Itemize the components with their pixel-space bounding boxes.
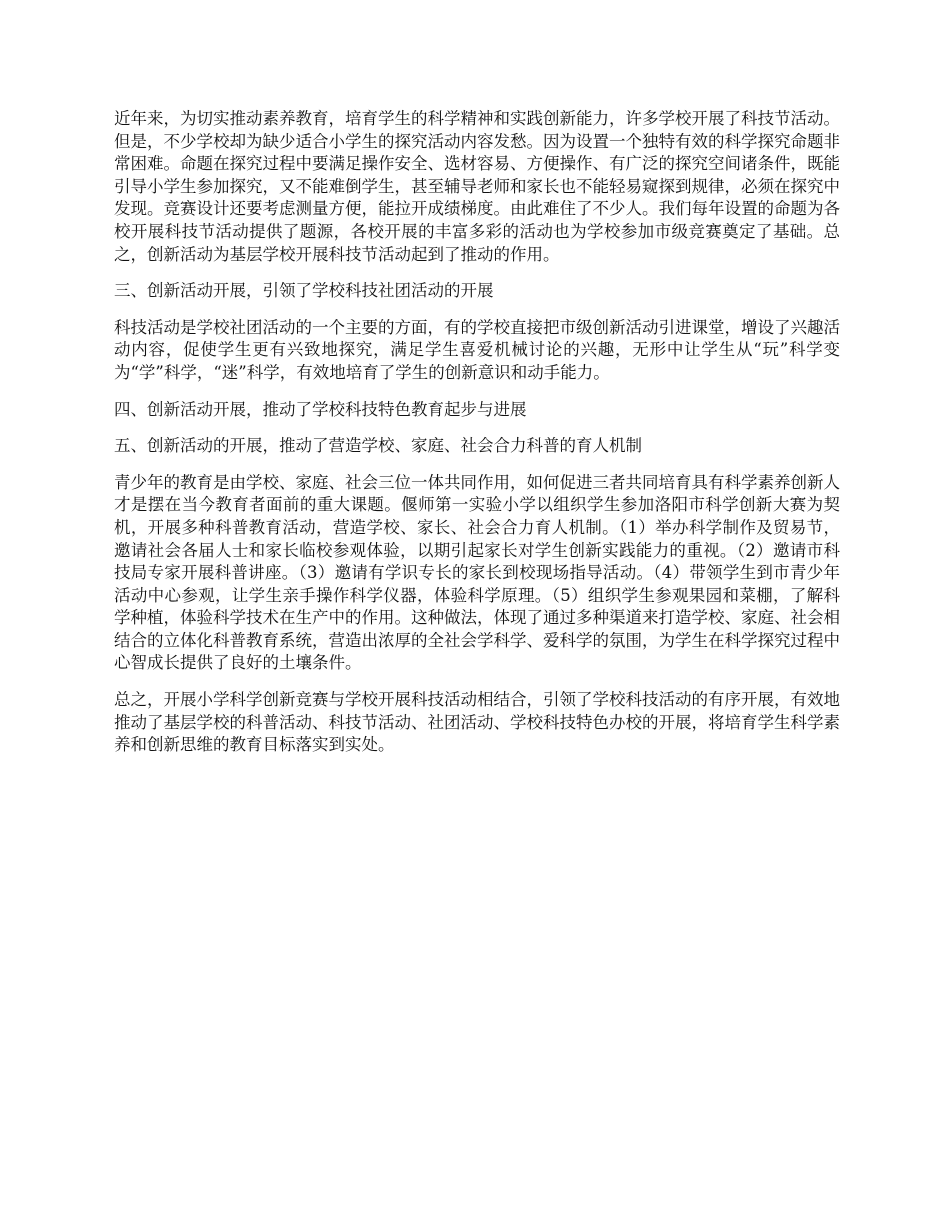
section-heading-4: 四、创新活动开展，推动了学校科技特色教育起步与进展 bbox=[114, 399, 527, 419]
paragraph-conclusion: 总之，开展小学科学创新竞赛与学校开展科技活动相结合，引领了学校科技活动的有序开展，有效地推动了基层学校的科普活动、科技节活动、社团活动、学校科技特色办校的开展，将培育学生科学素养和创新思维的教育目标落实到实处。 bbox=[114, 690, 840, 755]
paragraph-education-mechanism: 青少年的教育是由学校、家庭、社会三位一体共同作用，如何促进三者共同培育具有科学素养创新人才是摆在当今教育者面前的重大课题。偃师第一实验小学以组织学生参加洛阳市科学创新大赛为契机，开展多种科普教育活动，营造学校、家长、社会合力育人机制。（1）举办科学制作及贸易节，邀请社会各届人士和家长临校参观体验，以期引起家长对学生创新实践能力的重视。（2）邀请市科技局专家开展科普讲座。（3）邀请有学识专长的家长到校现场指导活动。（4）带领学生到市青少年活动中心参观，让学生亲手操作科学仪器，体验科学原理。（5）组织学生参观果园和菜棚，了解科学种植，体验科学技术在生产中的作用。这种做法，体现了通过多种渠道来打造学校、家庭、社会相结合的立体化科普教育系统，营造出浓厚的全社会学科学、爱科学的氛围，为学生在科学探究过程中心智成长提供了良好的土壤条件。 bbox=[114, 472, 840, 673]
document-page bbox=[114, 108, 840, 771]
paragraph-science-festival: 近年来，为切实推动素养教育，培育学生的科学精神和实践创新能力，许多学校开展了科技节活动。但是，不少学校却为缺少适合小学生的探究活动内容发愁。因为设置一个独特有效的科学探究命题非常困难。命题在探究过程中要满足操作安全、选材容易、方便操作、有广泛的探究空间诸条件，既能引导小学生参加探究，又不能难倒学生，甚至辅导老师和家长也不能轻易窥探到规律，必须在探究中发现。竞赛设计还要考虑测量方便，能拉开成绩梯度。由此难住了不少人。我们每年设置的命题为各校开展科技节活动提供了题源，各校开展的丰富多彩的活动也为学校参加市级竞赛奠定了基础。总之，创新活动为基层学校开展科技节活动起到了推动的作用。 bbox=[114, 109, 840, 264]
paragraph-club-activities: 科技活动是学校社团活动的一个主要的方面，有的学校直接把市级创新活动引进课堂，增设了兴趣活动内容，促使学生更有兴致地探究，满足学生喜爱机械讨论的兴趣，无形中让学生从“玩”科学变为“学”科学，“迷”科学，有效地培育了学生的创新意识和动手能力。 bbox=[114, 317, 840, 382]
section-heading-3: 三、创新活动开展，引领了学校科技社团活动的开展 bbox=[114, 281, 494, 301]
section-heading-5: 五、创新活动的开展，推动了营造学校、家庭、社会合力科普的育人机制 bbox=[114, 436, 642, 456]
